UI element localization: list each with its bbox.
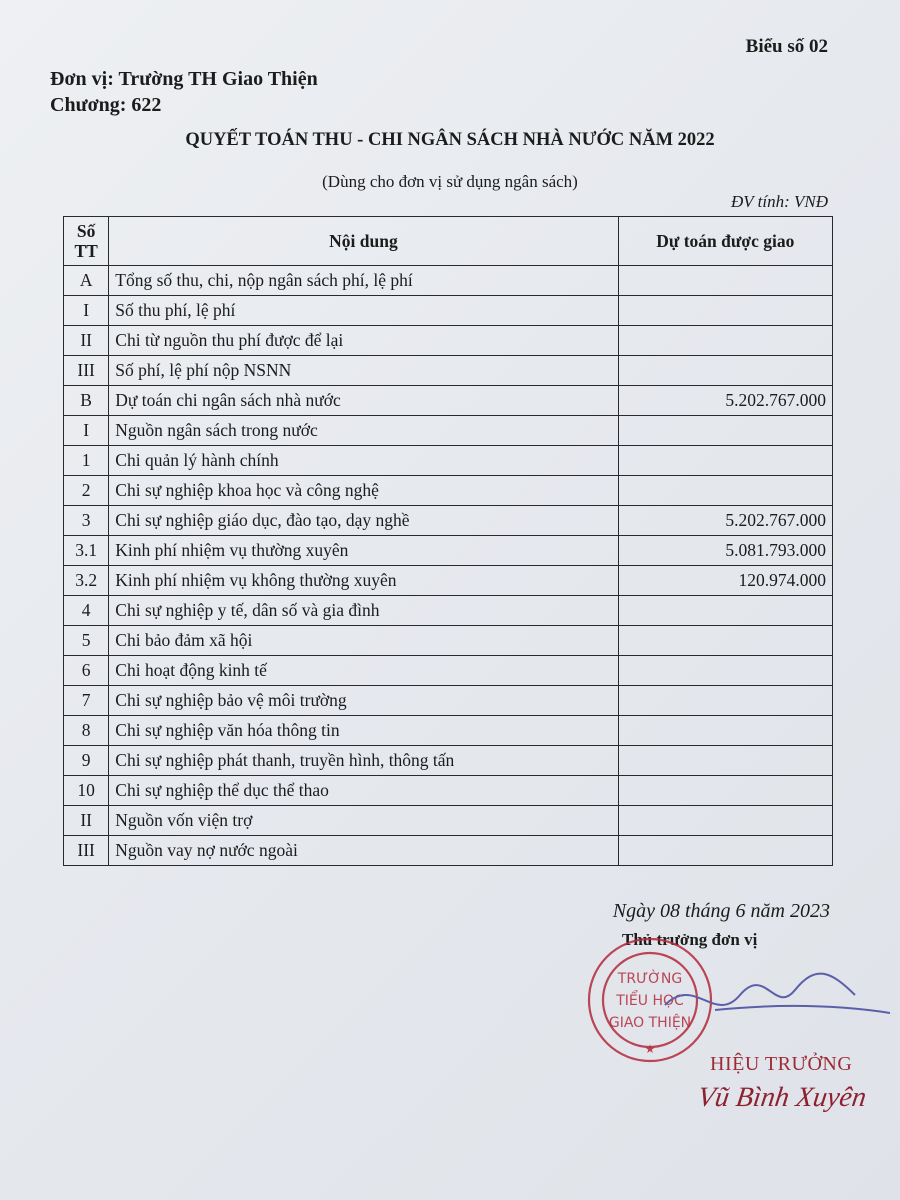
table-row xyxy=(64,296,833,326)
row-amount-cell xyxy=(618,716,832,746)
row-content-cell: Nguồn ngân sách trong nước xyxy=(109,416,618,446)
row-amount-cell xyxy=(618,626,832,656)
row-amount-cell: 5.202.767.000 xyxy=(618,386,832,416)
table-row xyxy=(64,536,833,566)
row-amount-cell xyxy=(618,836,832,866)
row-number-cell: 9 xyxy=(64,746,109,776)
table-header-row xyxy=(64,217,833,266)
table-row xyxy=(64,356,833,386)
row-content-cell: Chi sự nghiệp y tế, dân số và gia đình xyxy=(109,596,618,626)
table-row xyxy=(64,776,833,806)
row-content-cell: Số phí, lệ phí nộp NSNN xyxy=(109,356,618,386)
row-amount-cell xyxy=(618,476,832,506)
handwritten-signature-icon xyxy=(655,965,895,1035)
row-number-cell: I xyxy=(64,416,109,446)
table-row xyxy=(64,596,833,626)
row-number-cell: III xyxy=(64,356,109,386)
table-row xyxy=(64,446,833,476)
row-content-cell: Chi sự nghiệp văn hóa thông tin xyxy=(109,716,618,746)
row-number-cell: 2 xyxy=(64,476,109,506)
table-row xyxy=(64,386,833,416)
table-row xyxy=(64,626,833,656)
row-amount-cell xyxy=(618,746,832,776)
table-row xyxy=(64,326,833,356)
table-row xyxy=(64,686,833,716)
table-row xyxy=(64,836,833,866)
row-content-cell: Chi sự nghiệp giáo dục, đào tạo, dạy nghề xyxy=(109,506,618,536)
row-amount-cell xyxy=(618,776,832,806)
signer-role: HIỆU TRƯỞNG xyxy=(710,1053,853,1075)
row-amount-cell: 5.202.767.000 xyxy=(618,506,832,536)
row-number-cell: 8 xyxy=(64,716,109,746)
table-row xyxy=(64,656,833,686)
table-row xyxy=(64,716,833,746)
document-subtitle: (Dùng cho đơn vị sử dụng ngân sách) xyxy=(322,172,578,191)
row-number-cell: 7 xyxy=(64,686,109,716)
row-number-cell: B xyxy=(64,386,109,416)
table-row xyxy=(64,266,833,296)
table-row xyxy=(64,506,833,536)
row-amount-cell xyxy=(618,806,832,836)
svg-text:TRƯỜNG: TRƯỜNG xyxy=(617,971,683,987)
chapter-line: Chương: 622 xyxy=(50,94,162,116)
row-amount-cell xyxy=(618,686,832,716)
row-amount-cell xyxy=(618,296,832,326)
row-number-cell: III xyxy=(64,836,109,866)
row-number-cell: 1 xyxy=(64,446,109,476)
signer-name: Vũ Bình Xuyên xyxy=(695,1082,869,1113)
signer-title: Thủ trưởng đơn vị xyxy=(622,930,758,949)
row-amount-cell xyxy=(618,596,832,626)
row-amount-cell xyxy=(618,266,832,296)
row-number-cell: A xyxy=(64,266,109,296)
table-row xyxy=(64,806,833,836)
row-content-cell: Chi sự nghiệp thể dục thể thao xyxy=(109,776,618,806)
row-content-cell: Chi từ nguồn thu phí được để lại xyxy=(109,326,618,356)
table-row xyxy=(64,416,833,446)
row-content-cell: Nguồn vốn viện trợ xyxy=(109,806,618,836)
form-number: Biểu số 02 xyxy=(745,36,828,57)
row-number-cell: II xyxy=(64,806,109,836)
row-content-cell: Tổng số thu, chi, nộp ngân sách phí, lệ phí xyxy=(109,266,618,296)
header-no xyxy=(64,217,109,266)
row-amount-cell: 120.974.000 xyxy=(618,566,832,596)
budget-table xyxy=(63,216,833,866)
svg-text:★: ★ xyxy=(644,1042,656,1056)
table-body xyxy=(64,266,833,866)
row-content-cell: Số thu phí, lệ phí xyxy=(109,296,618,326)
row-number-cell: II xyxy=(64,326,109,356)
row-amount-cell xyxy=(618,356,832,386)
row-content-cell: Chi hoạt động kinh tế xyxy=(109,656,618,686)
currency-unit: ĐV tính: VNĐ xyxy=(731,192,828,211)
svg-text:GIAO THIỆN: GIAO THIỆN xyxy=(608,1015,692,1031)
row-content-cell: Dự toán chi ngân sách nhà nước xyxy=(109,386,618,416)
row-amount-cell xyxy=(618,656,832,686)
row-amount-cell xyxy=(618,446,832,476)
row-content-cell: Chi sự nghiệp phát thanh, truyền hình, thông tấn xyxy=(109,746,618,776)
header-no-line2: TT xyxy=(74,241,98,261)
svg-text:TIỂU HỌC: TIỂU HỌC xyxy=(616,993,684,1009)
row-content-cell: Chi quản lý hành chính xyxy=(109,446,618,476)
date-line: Ngày 08 tháng 6 năm 2023 xyxy=(612,900,830,922)
row-number-cell: 6 xyxy=(64,656,109,686)
row-content-cell: Kinh phí nhiệm vụ thường xuyên xyxy=(109,536,618,566)
row-amount-cell xyxy=(618,416,832,446)
row-number-cell: 3.1 xyxy=(64,536,109,566)
header-amount: Dự toán được giao xyxy=(618,217,832,266)
row-amount-cell: 5.081.793.000 xyxy=(618,536,832,566)
document-title: QUYẾT TOÁN THU - CHI NGÂN SÁCH NHÀ NƯỚC NĂM 2022 xyxy=(185,130,715,150)
row-content-cell: Chi sự nghiệp khoa học và công nghệ xyxy=(109,476,618,506)
row-number-cell: 4 xyxy=(64,596,109,626)
row-content-cell: Chi sự nghiệp bảo vệ môi trường xyxy=(109,686,618,716)
row-content-cell: Kinh phí nhiệm vụ không thường xuyên xyxy=(109,566,618,596)
row-number-cell: 3.2 xyxy=(64,566,109,596)
table-row xyxy=(64,566,833,596)
header-content: Nội dung xyxy=(109,217,618,266)
unit-line: Đơn vị: Trường TH Giao Thiện xyxy=(50,68,318,90)
row-content-cell: Nguồn vay nợ nước ngoài xyxy=(109,836,618,866)
header-no-line1: Số xyxy=(76,221,96,241)
row-number-cell: 5 xyxy=(64,626,109,656)
row-number-cell: 10 xyxy=(64,776,109,806)
table-row xyxy=(64,476,833,506)
row-number-cell: I xyxy=(64,296,109,326)
row-content-cell: Chi bảo đảm xã hội xyxy=(109,626,618,656)
row-amount-cell xyxy=(618,326,832,356)
row-number-cell: 3 xyxy=(64,506,109,536)
unit-header xyxy=(50,66,318,118)
table-row xyxy=(64,746,833,776)
